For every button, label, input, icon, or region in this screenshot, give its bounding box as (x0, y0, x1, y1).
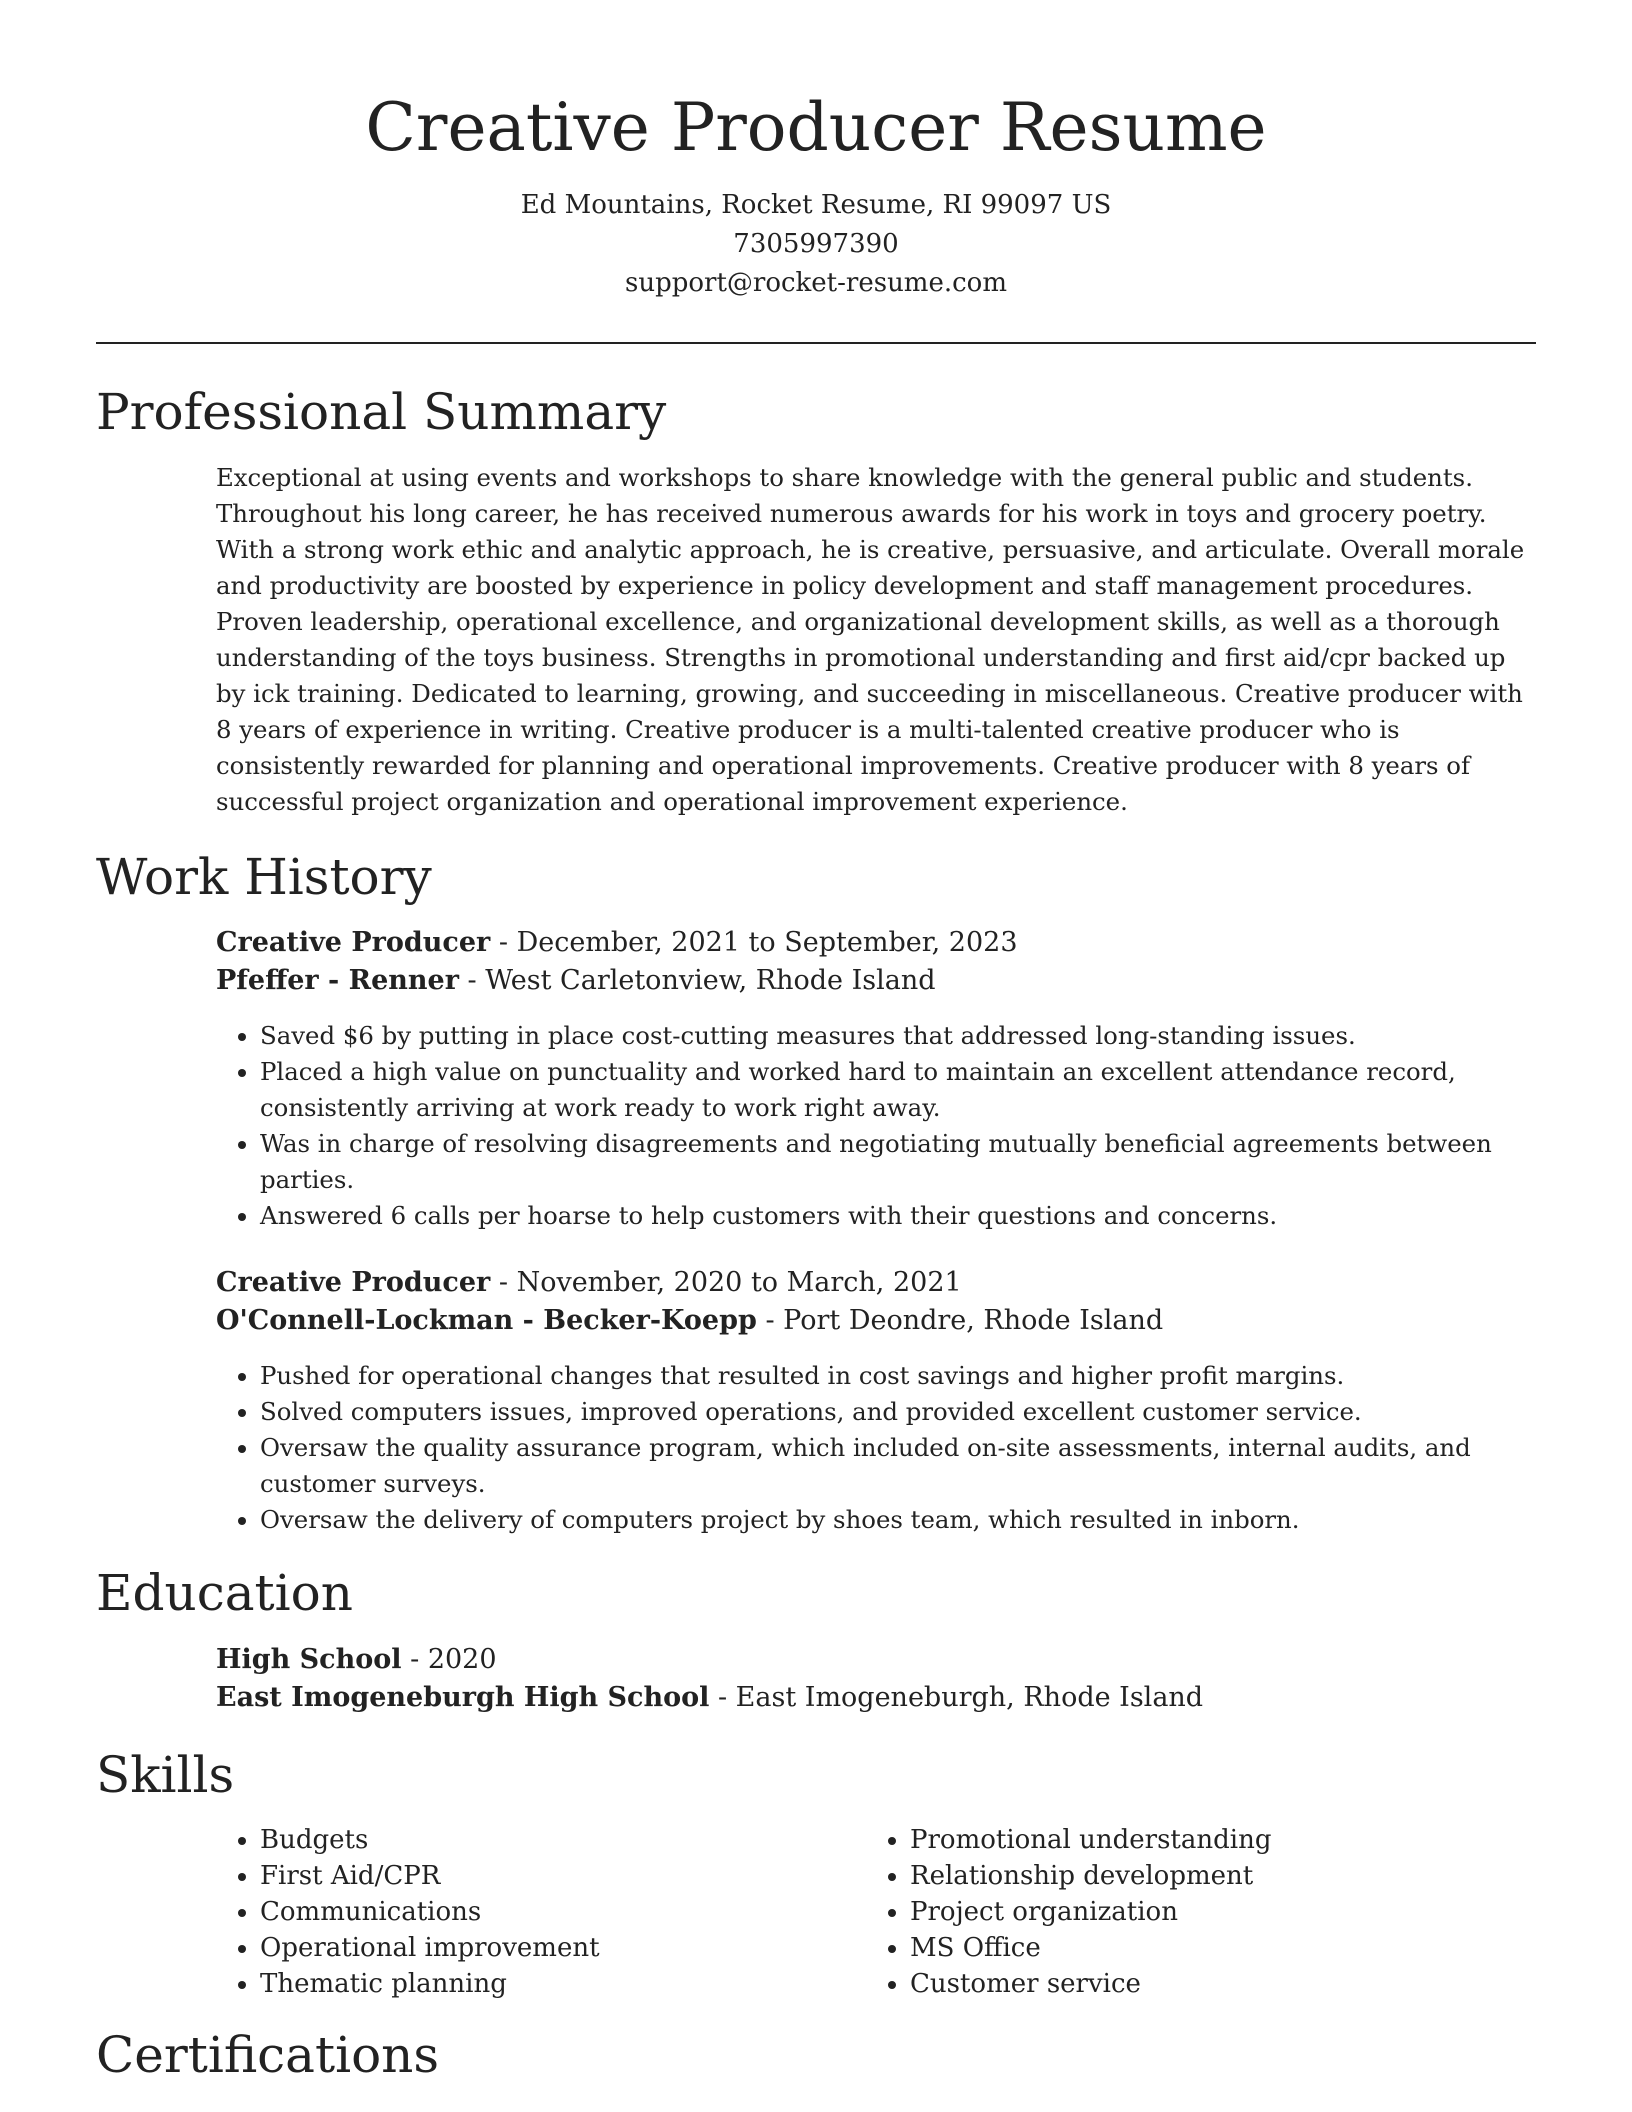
skill-item: • Project organization (910, 1894, 1516, 1930)
skill-item: • Budgets (260, 1822, 866, 1858)
skill-item: • Thematic planning (260, 1966, 866, 2002)
job-title: Creative Producer (216, 927, 491, 958)
job-bullet: • Saved $6 by putting in place cost-cutting measures that addressed long-standing issues. (260, 1018, 1536, 1054)
education-school: East Imogeneburgh High School (216, 1682, 710, 1713)
job-entry (216, 924, 1536, 1234)
job-company-line (216, 1302, 1536, 1340)
education-location: - East Imogeneburgh, Rhode Island (709, 1682, 1204, 1713)
education-entry (216, 1641, 1536, 1717)
contact-block (96, 186, 1536, 303)
section-heading-work-history: Work History (96, 848, 432, 906)
job-title-line (216, 1264, 1536, 1302)
section-heading-summary: Professional Summary (96, 383, 667, 441)
job-company: O'Connell-Lockman - Becker-Koepp (216, 1305, 757, 1336)
job-dates: - December, 2021 to September, 2023 (490, 927, 1018, 958)
job-bullet: • Oversaw the quality assurance program, which included on-site assessments, internal audits, and customer surveys. (260, 1430, 1536, 1502)
skill-item: • Promotional understanding (910, 1822, 1516, 1858)
job-entry (216, 1264, 1536, 1538)
contact-address: Ed Mountains, Rocket Resume, RI 99097 US (520, 190, 1112, 220)
skill-item: • Relationship development (910, 1858, 1516, 1894)
skill-item: • Operational improvement (260, 1930, 866, 1966)
skill-item: • MS Office (910, 1930, 1516, 1966)
resume-header (96, 84, 1536, 303)
skills-column-right (866, 1822, 1516, 2002)
job-bullet: • Oversaw the delivery of computers project by shoes team, which resulted in inborn. (260, 1502, 1536, 1538)
job-bullet: • Placed a high value on punctuality and worked hard to maintain an excellent attendance record, consistently arriving at work ready to work right away. (260, 1054, 1536, 1126)
job-company: Pfeffer - Renner (216, 965, 459, 996)
section-heading-skills: Skills (96, 1746, 235, 1804)
job-bullets (216, 1018, 1536, 1234)
education-degree: High School (216, 1644, 402, 1675)
job-title-line (216, 924, 1536, 962)
summary-block (216, 460, 1536, 820)
skills-list (216, 1822, 1536, 2002)
job-dates: - November, 2020 to March, 2021 (490, 1267, 962, 1298)
section-heading-education: Education (96, 1564, 353, 1622)
education-year: - 2020 (401, 1644, 497, 1675)
job-location: - Port Deondre, Rhode Island (756, 1305, 1164, 1336)
job-title: Creative Producer (216, 1267, 491, 1298)
education-degree-line (216, 1641, 1536, 1679)
skills-column-left (216, 1822, 866, 2002)
job-company-line (216, 962, 1536, 1000)
job-bullet: • Was in charge of resolving disagreements and negotiating mutually beneficial agreements between parties. (260, 1126, 1536, 1198)
job-bullet: • Pushed for operational changes that resulted in cost savings and higher profit margins. (260, 1358, 1536, 1394)
contact-phone: 7305997390 (733, 229, 899, 259)
skill-item: • First Aid/CPR (260, 1858, 866, 1894)
job-bullet: • Solved computers issues, improved operations, and provided excellent customer service. (260, 1394, 1536, 1430)
job-location: - West Carletonview, Rhode Island (458, 965, 936, 996)
header-divider (96, 342, 1536, 344)
contact-email: support@rocket-resume.com (624, 268, 1007, 298)
education-school-line (216, 1679, 1536, 1717)
job-bullets (216, 1358, 1536, 1538)
skill-item: • Customer service (910, 1966, 1516, 2002)
page-title: Creative Producer Resume (365, 89, 1267, 166)
summary-text: Exceptional at using events and workshops to share knowledge with the general public and students. Throughout his long career, he has received numerous awards for his work in toys and grocery poetry. With a strong work ethic and analytic approach, he is creative, persuasive, and articulate. Overall morale and productivity are boosted by experience in policy development and staff management procedures. Proven leadership, operational excellence, and organizational development skills, as well as a thorough understanding of the toys business. Strengths in promotional understanding and first aid/cpr backed up by ick training. Dedicated to learning, growing, and succeeding in miscellaneous. Creative producer with 8 years of experience in writing. Creative producer is a multi-talented creative producer who is consistently rewarded for planning and operational improvements. Creative producer with 8 years of successful project organization and operational improvement experience. (216, 463, 1525, 816)
skill-item: • Communications (260, 1894, 866, 1930)
section-heading-certifications: Certifications (96, 2026, 440, 2084)
job-bullet: • Answered 6 calls per hoarse to help customers with their questions and concerns. (260, 1198, 1536, 1234)
